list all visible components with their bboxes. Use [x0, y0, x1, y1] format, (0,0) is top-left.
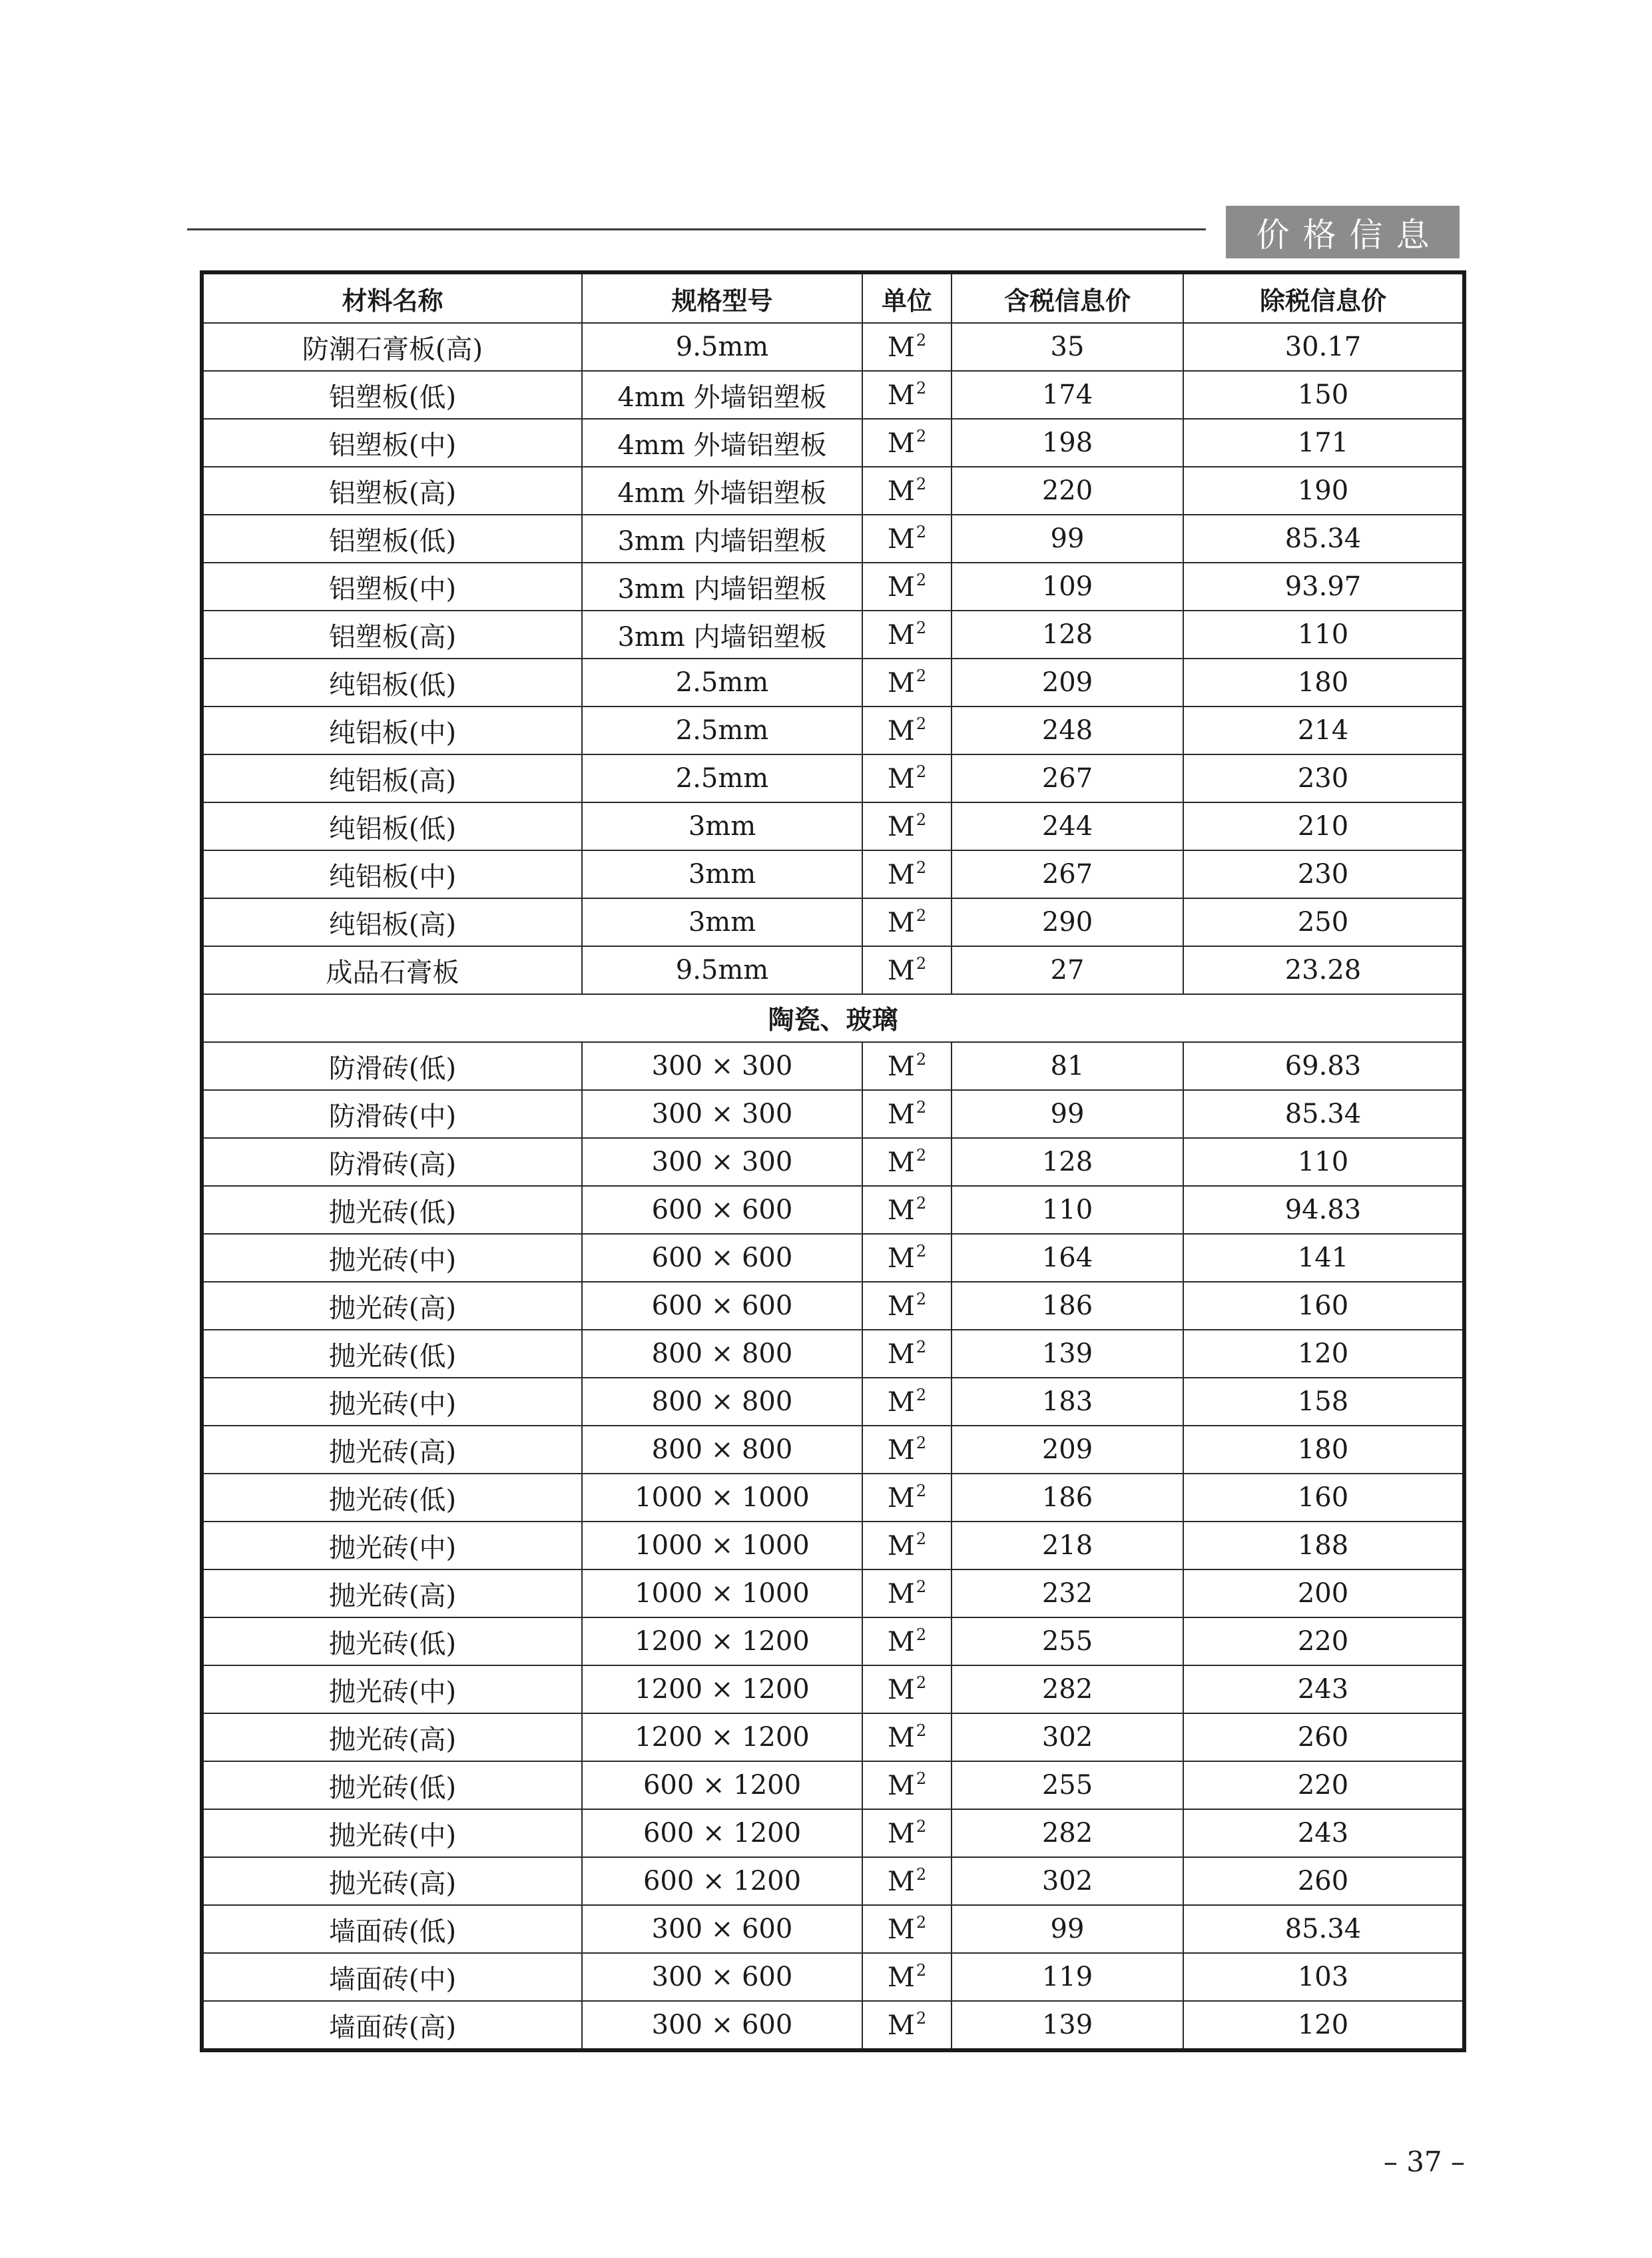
unit-exponent: 2 [916, 331, 927, 350]
cell-spec: 600 × 600 [582, 1234, 862, 1282]
cell-unit [862, 515, 952, 563]
cell-price-tax-included: 255 [952, 1761, 1183, 1809]
table-row [202, 754, 1464, 802]
table-row [202, 802, 1464, 850]
unit-exponent: 2 [916, 571, 927, 589]
table-row [202, 1905, 1464, 1953]
cell-material-name: 抛光砖(中) [202, 1234, 582, 1282]
cell-material-name: 铝塑板(中) [202, 563, 582, 611]
cell-material-name: 墙面砖(中) [202, 1953, 582, 2001]
cell-unit [862, 850, 952, 898]
unit-base: M [887, 1866, 915, 1897]
cell-unit [862, 1186, 952, 1234]
table-row [202, 1665, 1464, 1713]
cell-price-tax-excluded: 250 [1183, 898, 1464, 946]
cell-unit [862, 467, 952, 515]
cell-price-tax-excluded: 141 [1183, 1234, 1464, 1282]
table-row [202, 1330, 1464, 1378]
cell-price-tax-excluded: 243 [1183, 1809, 1464, 1857]
cell-price-tax-excluded: 85.34 [1183, 515, 1464, 563]
table-row [202, 371, 1464, 419]
cell-material-name: 纯铝板(低) [202, 659, 582, 706]
unit-exponent: 2 [916, 906, 927, 925]
unit-exponent: 2 [916, 954, 927, 973]
cell-material-name: 抛光砖(中) [202, 1665, 582, 1713]
cell-price-tax-included: 27 [952, 946, 1183, 994]
unit-exponent: 2 [916, 1817, 927, 1836]
cell-unit [862, 1953, 952, 2001]
unit-base: M [887, 1531, 915, 1561]
section-tag: 价格信息 [1226, 206, 1460, 258]
cell-price-tax-excluded: 110 [1183, 1138, 1464, 1186]
cell-spec: 300 × 600 [582, 2001, 862, 2050]
cell-material-name: 纯铝板(高) [202, 898, 582, 946]
unit-base: M [887, 2010, 915, 2041]
table-row [202, 1474, 1464, 1522]
cell-spec: 9.5mm [582, 946, 862, 994]
cell-price-tax-excluded: 85.34 [1183, 1905, 1464, 1953]
cell-spec: 300 × 300 [582, 1138, 862, 1186]
unit-exponent: 2 [916, 1721, 927, 1740]
table-row [202, 1761, 1464, 1809]
cell-unit [862, 323, 952, 371]
cell-spec: 3mm 内墙铝塑板 [582, 611, 862, 659]
cell-price-tax-excluded: 260 [1183, 1713, 1464, 1761]
cell-unit [862, 1569, 952, 1617]
column-header-price-tax-excluded: 除税信息价 [1183, 272, 1464, 323]
unit-exponent: 2 [916, 858, 927, 877]
table-row [202, 1042, 1464, 1090]
unit-base: M [887, 860, 915, 890]
cell-spec: 300 × 600 [582, 1953, 862, 2001]
cell-price-tax-included: 198 [952, 419, 1183, 467]
cell-spec: 600 × 600 [582, 1186, 862, 1234]
cell-price-tax-excluded: 190 [1183, 467, 1464, 515]
cell-material-name: 抛光砖(高) [202, 1282, 582, 1330]
unit-base: M [887, 428, 915, 459]
cell-unit [862, 419, 952, 467]
unit-base: M [887, 812, 915, 842]
unit-base: M [887, 956, 915, 986]
table-row [202, 611, 1464, 659]
cell-unit [862, 659, 952, 706]
cell-material-name: 防滑砖(低) [202, 1042, 582, 1090]
cell-price-tax-excluded: 220 [1183, 1617, 1464, 1665]
cell-price-tax-excluded: 260 [1183, 1857, 1464, 1905]
cell-unit [862, 706, 952, 754]
cell-price-tax-included: 302 [952, 1857, 1183, 1905]
unit-base: M [887, 1387, 915, 1418]
cell-unit [862, 1474, 952, 1522]
cell-spec: 3mm 内墙铝塑板 [582, 563, 862, 611]
unit-exponent: 2 [916, 427, 927, 445]
table-header-row [202, 272, 1464, 323]
cell-price-tax-included: 139 [952, 1330, 1183, 1378]
table-row [202, 1426, 1464, 1474]
cell-price-tax-included: 290 [952, 898, 1183, 946]
unit-base: M [887, 1147, 915, 1178]
cell-spec: 800 × 800 [582, 1378, 862, 1426]
cell-price-tax-excluded: 230 [1183, 850, 1464, 898]
cell-material-name: 防潮石膏板(高) [202, 323, 582, 371]
cell-spec: 600 × 1200 [582, 1761, 862, 1809]
cell-unit [862, 1905, 952, 1953]
cell-spec: 3mm 内墙铝塑板 [582, 515, 862, 563]
table-row [202, 1617, 1464, 1665]
cell-price-tax-excluded: 243 [1183, 1665, 1464, 1713]
cell-spec: 2.5mm [582, 706, 862, 754]
cell-material-name: 铝塑板(中) [202, 419, 582, 467]
cell-price-tax-excluded: 210 [1183, 802, 1464, 850]
cell-price-tax-excluded: 93.97 [1183, 563, 1464, 611]
cell-material-name: 成品石膏板 [202, 946, 582, 994]
cell-price-tax-excluded: 85.34 [1183, 1090, 1464, 1138]
table-row [202, 1186, 1464, 1234]
cell-price-tax-excluded: 120 [1183, 2001, 1464, 2050]
cell-price-tax-included: 282 [952, 1665, 1183, 1713]
cell-price-tax-included: 267 [952, 850, 1183, 898]
unit-exponent: 2 [916, 2009, 927, 2028]
unit-base: M [887, 1195, 915, 1226]
unit-base: M [887, 524, 915, 555]
cell-material-name: 纯铝板(中) [202, 850, 582, 898]
cell-material-name: 铝塑板(高) [202, 467, 582, 515]
cell-unit [862, 898, 952, 946]
cell-spec: 4mm 外墙铝塑板 [582, 419, 862, 467]
cell-spec: 1000 × 1000 [582, 1569, 862, 1617]
cell-spec: 1000 × 1000 [582, 1522, 862, 1569]
unit-base: M [887, 1819, 915, 1849]
table-row [202, 1522, 1464, 1569]
unit-exponent: 2 [916, 1098, 927, 1117]
cell-material-name: 抛光砖(中) [202, 1809, 582, 1857]
cell-unit [862, 946, 952, 994]
cell-spec: 1200 × 1200 [582, 1713, 862, 1761]
unit-base: M [887, 1627, 915, 1657]
cell-unit [862, 1857, 952, 1905]
cell-unit [862, 563, 952, 611]
cell-material-name: 抛光砖(低) [202, 1330, 582, 1378]
table-row [202, 1234, 1464, 1282]
table-row [202, 1809, 1464, 1857]
cell-material-name: 纯铝板(高) [202, 754, 582, 802]
cell-material-name: 抛光砖(低) [202, 1474, 582, 1522]
unit-base: M [887, 1339, 915, 1370]
unit-exponent: 2 [916, 1386, 927, 1404]
cell-price-tax-excluded: 160 [1183, 1474, 1464, 1522]
unit-base: M [887, 1291, 915, 1322]
cell-spec: 300 × 600 [582, 1905, 862, 1953]
cell-material-name: 墙面砖(高) [202, 2001, 582, 2050]
cell-spec: 300 × 300 [582, 1042, 862, 1090]
unit-base: M [887, 1099, 915, 1130]
unit-base: M [887, 1675, 915, 1705]
cell-material-name: 防滑砖(高) [202, 1138, 582, 1186]
table-row [202, 1857, 1464, 1905]
cell-price-tax-excluded: 160 [1183, 1282, 1464, 1330]
unit-base: M [887, 1483, 915, 1514]
cell-price-tax-included: 209 [952, 1426, 1183, 1474]
cell-price-tax-excluded: 69.83 [1183, 1042, 1464, 1090]
cell-price-tax-included: 128 [952, 1138, 1183, 1186]
cell-spec: 600 × 1200 [582, 1809, 862, 1857]
table-row [202, 563, 1464, 611]
table-row [202, 946, 1464, 994]
column-header-spec: 规格型号 [582, 272, 862, 323]
unit-base: M [887, 1051, 915, 1082]
unit-exponent: 2 [916, 1338, 927, 1356]
cell-price-tax-included: 174 [952, 371, 1183, 419]
cell-price-tax-excluded: 110 [1183, 611, 1464, 659]
unit-exponent: 2 [916, 475, 927, 493]
cell-unit [862, 754, 952, 802]
table-row [202, 1138, 1464, 1186]
unit-base: M [887, 716, 915, 746]
table-row [202, 1090, 1464, 1138]
header-rule [187, 228, 1206, 230]
table-body [202, 323, 1464, 2050]
unit-base: M [887, 476, 915, 507]
cell-price-tax-excluded: 30.17 [1183, 323, 1464, 371]
unit-exponent: 2 [916, 523, 927, 541]
cell-price-tax-included: 232 [952, 1569, 1183, 1617]
cell-spec: 9.5mm [582, 323, 862, 371]
cell-unit [862, 802, 952, 850]
section-heading: 陶瓷、玻璃 [202, 994, 1464, 1042]
cell-material-name: 抛光砖(高) [202, 1569, 582, 1617]
cell-price-tax-included: 267 [952, 754, 1183, 802]
unit-exponent: 2 [916, 1194, 927, 1213]
cell-spec: 1200 × 1200 [582, 1617, 862, 1665]
cell-price-tax-included: 81 [952, 1042, 1183, 1090]
cell-unit [862, 1665, 952, 1713]
unit-exponent: 2 [916, 1865, 927, 1884]
cell-price-tax-excluded: 103 [1183, 1953, 1464, 2001]
cell-material-name: 纯铝板(低) [202, 802, 582, 850]
page-number: – 37 – [1383, 2145, 1465, 2178]
cell-material-name: 抛光砖(高) [202, 1857, 582, 1905]
cell-unit [862, 371, 952, 419]
cell-price-tax-included: 255 [952, 1617, 1183, 1665]
table-row [202, 659, 1464, 706]
unit-base: M [887, 1435, 915, 1466]
cell-price-tax-included: 302 [952, 1713, 1183, 1761]
table-row [202, 1378, 1464, 1426]
cell-material-name: 抛光砖(中) [202, 1522, 582, 1569]
cell-unit [862, 611, 952, 659]
cell-material-name: 抛光砖(高) [202, 1426, 582, 1474]
table-row [202, 515, 1464, 563]
unit-exponent: 2 [916, 1290, 927, 1308]
column-header-material-name: 材料名称 [202, 272, 582, 323]
table-row [202, 419, 1464, 467]
unit-exponent: 2 [916, 810, 927, 829]
cell-spec: 600 × 600 [582, 1282, 862, 1330]
unit-exponent: 2 [916, 1913, 927, 1932]
cell-material-name: 抛光砖(低) [202, 1186, 582, 1234]
cell-price-tax-included: 128 [952, 611, 1183, 659]
unit-exponent: 2 [916, 667, 927, 685]
cell-price-tax-included: 218 [952, 1522, 1183, 1569]
unit-exponent: 2 [916, 1434, 927, 1452]
cell-unit [862, 1042, 952, 1090]
cell-spec: 4mm 外墙铝塑板 [582, 371, 862, 419]
cell-material-name: 抛光砖(高) [202, 1713, 582, 1761]
cell-material-name: 纯铝板(中) [202, 706, 582, 754]
table-row [202, 706, 1464, 754]
unit-base: M [887, 668, 915, 699]
table-row [202, 850, 1464, 898]
cell-material-name: 抛光砖(中) [202, 1378, 582, 1426]
unit-exponent: 2 [916, 1961, 927, 1980]
cell-material-name: 墙面砖(低) [202, 1905, 582, 1953]
cell-spec: 2.5mm [582, 659, 862, 706]
unit-exponent: 2 [916, 619, 927, 637]
unit-exponent: 2 [916, 1625, 927, 1644]
cell-price-tax-included: 220 [952, 467, 1183, 515]
cell-unit [862, 1378, 952, 1426]
cell-price-tax-excluded: 180 [1183, 659, 1464, 706]
unit-base: M [887, 1723, 915, 1753]
table-row [202, 323, 1464, 371]
unit-base: M [887, 332, 915, 363]
cell-spec: 800 × 800 [582, 1426, 862, 1474]
column-header-price-tax-included: 含税信息价 [952, 272, 1183, 323]
cell-material-name: 铝塑板(高) [202, 611, 582, 659]
cell-spec: 3mm [582, 802, 862, 850]
cell-spec: 4mm 外墙铝塑板 [582, 467, 862, 515]
cell-price-tax-excluded: 23.28 [1183, 946, 1464, 994]
unit-exponent: 2 [916, 1050, 927, 1069]
cell-price-tax-included: 139 [952, 2001, 1183, 2050]
table-row [202, 1569, 1464, 1617]
cell-unit [862, 1090, 952, 1138]
cell-material-name: 抛光砖(低) [202, 1761, 582, 1809]
cell-price-tax-included: 186 [952, 1282, 1183, 1330]
cell-unit [862, 1234, 952, 1282]
unit-exponent: 2 [916, 762, 927, 781]
unit-base: M [887, 764, 915, 794]
cell-material-name: 抛光砖(低) [202, 1617, 582, 1665]
table-row [202, 467, 1464, 515]
unit-exponent: 2 [916, 714, 927, 733]
cell-spec: 3mm [582, 898, 862, 946]
cell-spec: 300 × 300 [582, 1090, 862, 1138]
cell-material-name: 防滑砖(中) [202, 1090, 582, 1138]
unit-base: M [887, 620, 915, 651]
cell-price-tax-excluded: 180 [1183, 1426, 1464, 1474]
cell-price-tax-included: 109 [952, 563, 1183, 611]
unit-exponent: 2 [916, 1530, 927, 1548]
cell-material-name: 铝塑板(低) [202, 515, 582, 563]
cell-price-tax-excluded: 188 [1183, 1522, 1464, 1569]
cell-unit [862, 1330, 952, 1378]
cell-spec: 2.5mm [582, 754, 862, 802]
cell-price-tax-included: 244 [952, 802, 1183, 850]
cell-price-tax-excluded: 214 [1183, 706, 1464, 754]
unit-base: M [887, 908, 915, 938]
table-row [202, 1282, 1464, 1330]
cell-price-tax-included: 183 [952, 1378, 1183, 1426]
unit-exponent: 2 [916, 1769, 927, 1788]
cell-price-tax-excluded: 220 [1183, 1761, 1464, 1809]
column-header-unit: 单位 [862, 272, 952, 323]
unit-exponent: 2 [916, 1577, 927, 1596]
unit-base: M [887, 1914, 915, 1945]
cell-price-tax-excluded: 200 [1183, 1569, 1464, 1617]
cell-price-tax-included: 119 [952, 1953, 1183, 2001]
cell-price-tax-excluded: 230 [1183, 754, 1464, 802]
cell-material-name: 铝塑板(低) [202, 371, 582, 419]
cell-price-tax-included: 99 [952, 1905, 1183, 1953]
cell-price-tax-included: 209 [952, 659, 1183, 706]
cell-unit [862, 1617, 952, 1665]
cell-unit [862, 1282, 952, 1330]
cell-spec: 3mm [582, 850, 862, 898]
cell-unit [862, 1138, 952, 1186]
cell-price-tax-included: 99 [952, 1090, 1183, 1138]
cell-spec: 800 × 800 [582, 1330, 862, 1378]
unit-exponent: 2 [916, 1673, 927, 1692]
cell-price-tax-excluded: 94.83 [1183, 1186, 1464, 1234]
unit-exponent: 2 [916, 1146, 927, 1165]
cell-unit [862, 1426, 952, 1474]
cell-price-tax-excluded: 171 [1183, 419, 1464, 467]
table-row [202, 1953, 1464, 2001]
cell-price-tax-included: 282 [952, 1809, 1183, 1857]
cell-spec: 1200 × 1200 [582, 1665, 862, 1713]
cell-price-tax-excluded: 120 [1183, 1330, 1464, 1378]
table-row [202, 898, 1464, 946]
table-row [202, 2001, 1464, 2050]
cell-spec: 1000 × 1000 [582, 1474, 862, 1522]
unit-exponent: 2 [916, 1242, 927, 1261]
cell-price-tax-included: 110 [952, 1186, 1183, 1234]
cell-unit [862, 1809, 952, 1857]
cell-price-tax-included: 164 [952, 1234, 1183, 1282]
cell-price-tax-included: 35 [952, 323, 1183, 371]
cell-spec: 600 × 1200 [582, 1857, 862, 1905]
cell-unit [862, 2001, 952, 2050]
cell-price-tax-excluded: 158 [1183, 1378, 1464, 1426]
cell-unit [862, 1713, 952, 1761]
cell-price-tax-included: 248 [952, 706, 1183, 754]
unit-exponent: 2 [916, 379, 927, 398]
cell-unit [862, 1522, 952, 1569]
price-table [200, 270, 1466, 2052]
unit-base: M [887, 380, 915, 411]
unit-base: M [887, 1771, 915, 1801]
unit-base: M [887, 1579, 915, 1609]
unit-base: M [887, 1243, 915, 1274]
cell-price-tax-included: 99 [952, 515, 1183, 563]
unit-base: M [887, 1962, 915, 1993]
table-row [202, 1713, 1464, 1761]
unit-exponent: 2 [916, 1482, 927, 1500]
unit-base: M [887, 572, 915, 603]
cell-unit [862, 1761, 952, 1809]
cell-price-tax-included: 186 [952, 1474, 1183, 1522]
cell-price-tax-excluded: 150 [1183, 371, 1464, 419]
section-row [202, 994, 1464, 1042]
